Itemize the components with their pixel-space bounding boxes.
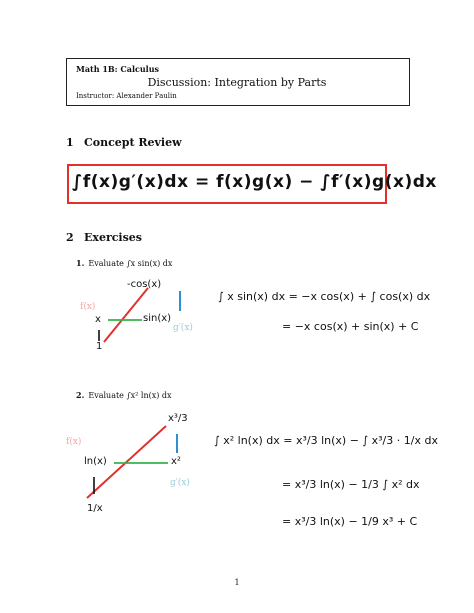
exercise-number: 1. (76, 258, 85, 268)
ex2-bottom-label: 1/x (87, 503, 103, 514)
ex2-work-line-3: = x³/3 ln(x) − 1/9 x³ + C (282, 515, 418, 528)
ex2-right-label: x² (171, 456, 181, 467)
exercise-text: Evaluate ∫x sin(x) dx (88, 259, 173, 268)
ex1-bottom-label: 1 (96, 341, 103, 352)
ex2-top-label: x³/3 (168, 413, 188, 424)
ex1-top-label: -cos(x) (127, 279, 162, 290)
exercise-2-prompt (76, 390, 172, 400)
document-title: Discussion: Integration by Parts (147, 76, 327, 89)
section-title: Concept Review (84, 136, 182, 149)
ex2-work-line-1: ∫ x² ln(x) dx = x³/3 ln(x) − ∫ x³/3 · 1/x dx (214, 434, 438, 447)
ex2-work-line-2: = x³/3 ln(x) − 1/3 ∫ x² dx (282, 478, 420, 491)
ex1-right-label: sin(x) (143, 313, 172, 324)
page-number: 1 (234, 578, 240, 587)
ex2-g-note: g′(x) (170, 478, 190, 488)
section-number: 2 (66, 231, 74, 244)
exercise-text: Evaluate ∫x² ln(x) dx (88, 391, 172, 400)
section-title: Exercises (84, 231, 142, 244)
ex1-red-diagonal (104, 288, 148, 342)
ex1-f-note: f(x) (80, 302, 96, 312)
ex1-left-label: x (95, 314, 101, 325)
ex2-left-label: ln(x) (84, 456, 107, 467)
exercise-number: 2. (76, 390, 85, 400)
ex1-g-note: g′(x) (173, 323, 193, 333)
ex1-work-line-1: ∫ x sin(x) dx = −x cos(x) + ∫ cos(x) dx (218, 290, 431, 303)
course-name: Math 1B: Calculus (76, 64, 160, 74)
section-number: 1 (66, 136, 74, 149)
ex2-f-note: f(x) (66, 437, 82, 447)
integration-by-parts-formula: ∫f(x)g′(x)dx = f(x)g(x) − ∫f′(x)g(x)dx (72, 172, 437, 192)
ex1-work-line-2: = −x cos(x) + sin(x) + C (282, 320, 419, 333)
instructor-name: Instructor: Alexander Paulin (76, 92, 177, 100)
